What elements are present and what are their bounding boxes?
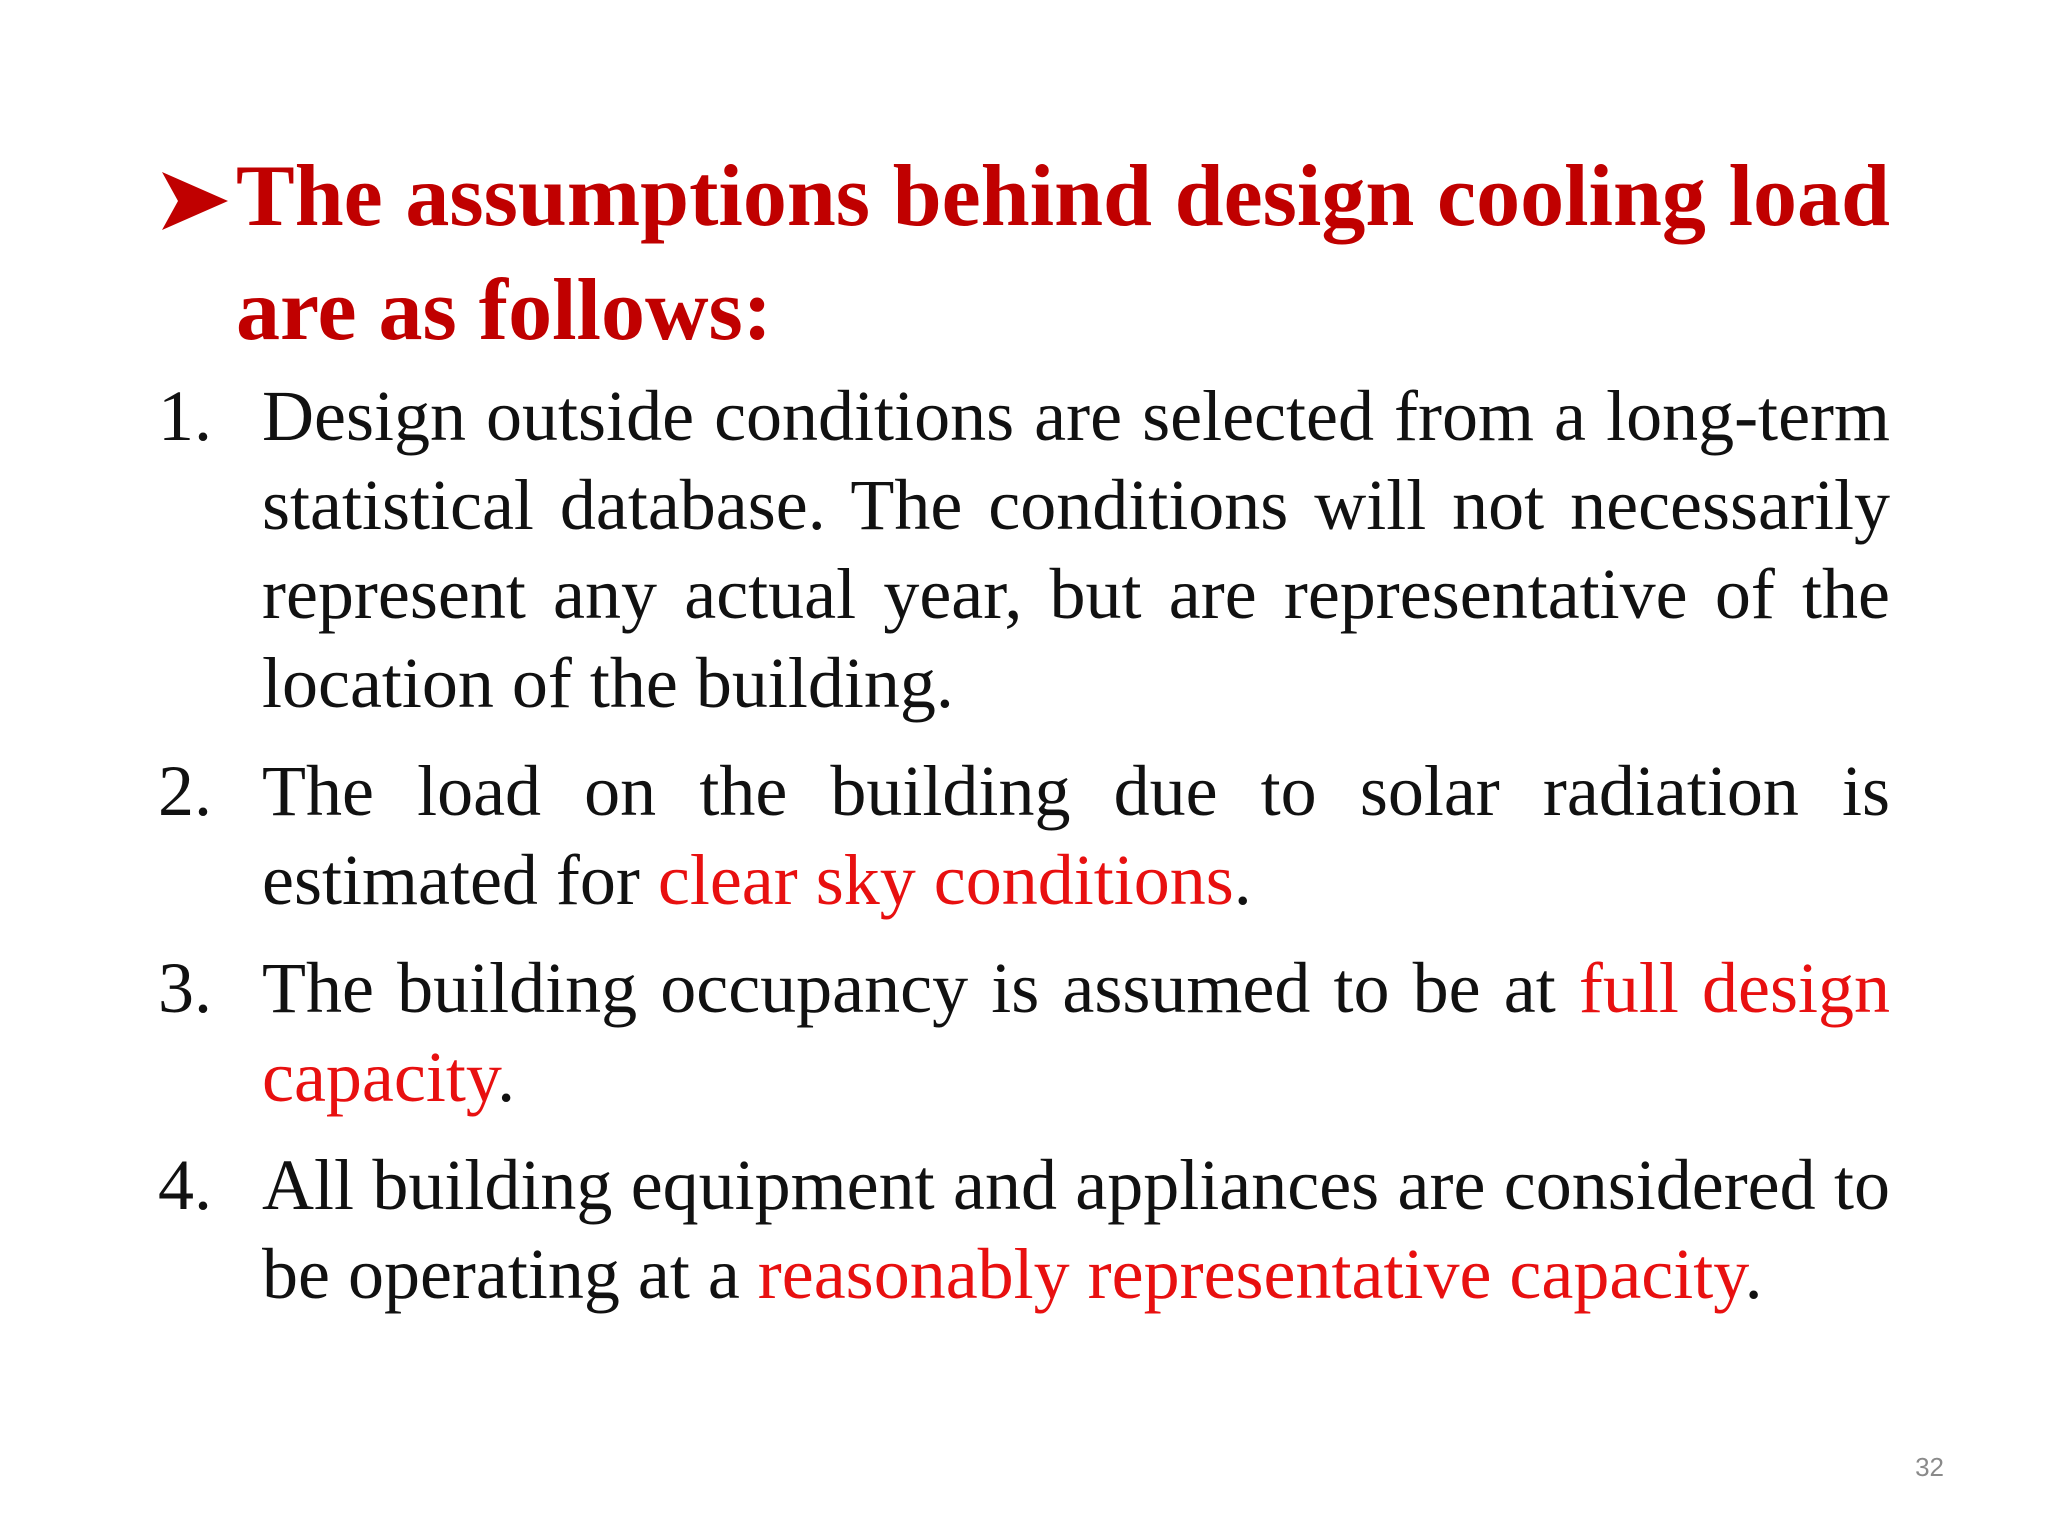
item-text-end: .	[1744, 1234, 1763, 1314]
item-number: 4.	[158, 1145, 212, 1225]
highlighted-phrase: reasonably representative capacity	[757, 1234, 1745, 1314]
list-item	[158, 747, 1890, 925]
slide-heading	[160, 140, 1890, 368]
item-text-end: .	[497, 1037, 516, 1117]
item-text: All building equipment and appliances are considered to be operating at a	[262, 1145, 1890, 1314]
item-number: 3.	[158, 948, 212, 1028]
assumptions-list	[158, 372, 1890, 1338]
item-text: The building occupancy is assumed to be at	[262, 948, 1579, 1028]
item-number: 1.	[158, 376, 212, 456]
arrowhead-bullet-icon	[160, 140, 238, 254]
highlighted-phrase: full design capacity	[262, 948, 1890, 1117]
list-item	[158, 372, 1890, 728]
heading-text: The assumptions behind design cooling load are as follows:	[236, 148, 1890, 359]
item-number: 2.	[158, 751, 212, 831]
item-text: Design outside conditions are selected from a long-term statistical database. The conditions will not necessarily represent any actual year, but are representative of the location of the building.	[262, 376, 1890, 723]
item-text-end: .	[1233, 840, 1252, 920]
list-item	[158, 1141, 1890, 1319]
page-number: 32	[1915, 1452, 1944, 1482]
highlighted-phrase: clear sky conditions	[657, 840, 1234, 920]
item-text: The load on the building due to solar radiation is estimated for	[262, 751, 1890, 920]
list-item	[158, 944, 1890, 1122]
